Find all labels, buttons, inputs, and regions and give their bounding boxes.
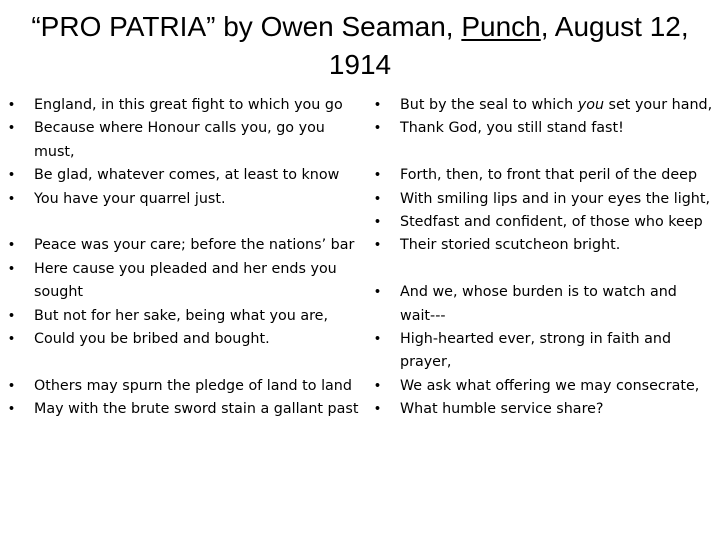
poem-line: • Others may spurn the pledge of land to land [8, 375, 360, 398]
poem-line: • Be glad, whatever comes, at least to know [8, 164, 360, 187]
right-column [374, 94, 716, 422]
poem-line: • May with the brute sword stain a gallant past [8, 398, 360, 421]
poem-line: • Their storied scutcheon bright. [374, 234, 716, 257]
poem-line: • Stedfast and confident, of those who keep [374, 211, 716, 234]
poem-line: • What humble service share? [374, 398, 716, 421]
poem-line: • You have your quarrel just. [8, 188, 360, 211]
poem-line: • Peace was your care; before the nations’ bar [8, 234, 360, 257]
stanza-2 [8, 234, 360, 351]
title-text: “PRO PATRIA” by Owen Seaman, [31, 11, 462, 42]
stanza-5 [374, 281, 716, 421]
poem-line: • England, in this great fight to which you go [8, 94, 360, 117]
stanza-1 [8, 94, 360, 211]
slide-title [0, 8, 720, 84]
poem-line: • But not for her sake, being what you are, [8, 305, 360, 328]
poem-line: • With smiling lips and in your eyes the light, [374, 188, 716, 211]
emphasis: you [577, 97, 605, 113]
poem-line: • Could you be bribed and bought. [8, 328, 360, 351]
poem-line: • And we, whose burden is to watch and wait--- [374, 281, 716, 328]
poem-line: • Here cause you pleaded and her ends you sought [8, 258, 360, 305]
publication-name: Punch [461, 11, 541, 42]
stanza-4 [374, 164, 716, 258]
stanza-3-continued [374, 94, 716, 141]
poem-line: • Because where Honour calls you, go you must, [8, 117, 360, 164]
left-column [8, 94, 360, 422]
stanza-3 [8, 375, 360, 422]
poem-line: • Forth, then, to front that peril of the deep [374, 164, 716, 187]
title-date: , August 12, 1914 [328, 11, 689, 80]
poem-line: • We ask what offering we may consecrate, [374, 375, 716, 398]
poem-line: • High-hearted ever, strong in faith and prayer, [374, 328, 716, 375]
poem-line: • Thank God, you still stand fast! [374, 117, 716, 140]
poem-line: • But by the seal to which you set your hand, [374, 94, 716, 117]
